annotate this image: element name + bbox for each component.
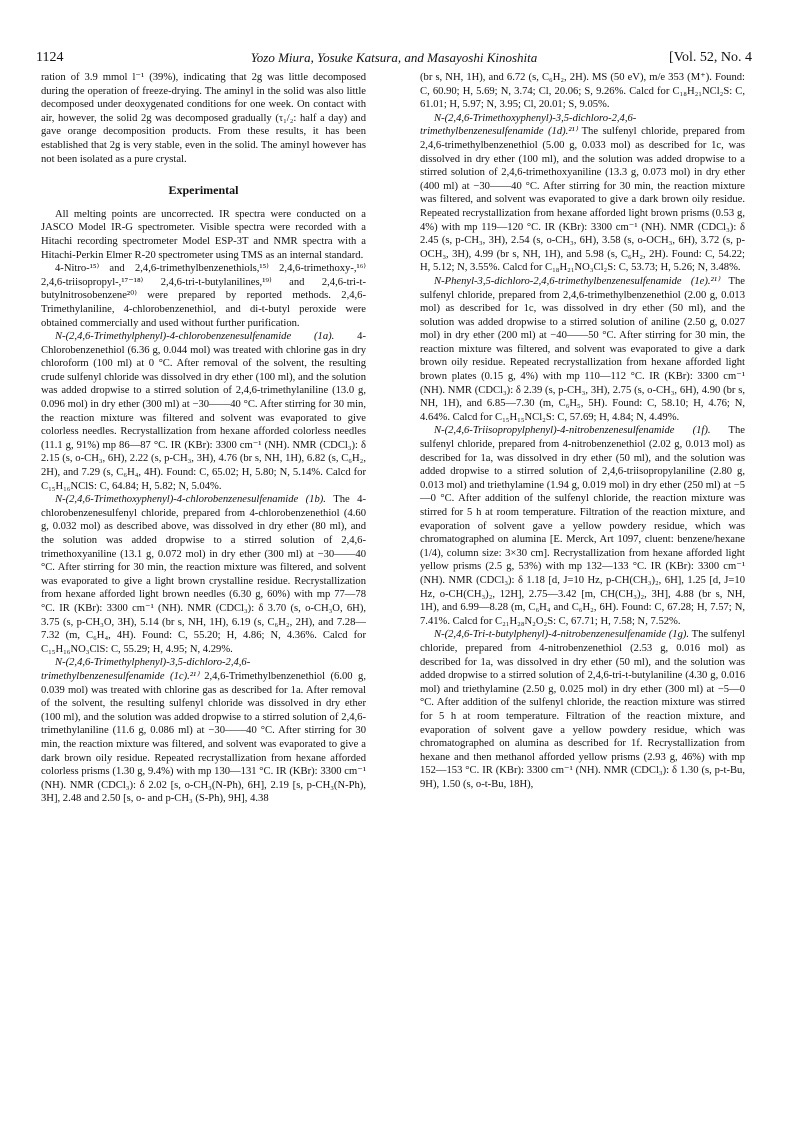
- paragraph-text: 4-Chlorobenzenethiol (6.36 g, 0.044 mol) was treated with chlorine gas in dry chloroform (100 ml) at 0 °C. After removal of the solvent, the resulting crude sulfenyl chloride was dissolved in dry ether (100 ml), and the solution was added dropwise to a stirred solution of 2,4,6-trimethylaniline (13.0 g, 0.096 mol) in dry ether (300 ml) at −30——40 °C. After stirring for 30 min, the reaction mixture was filtered and solvent was evaporated to give colorless needles. Recrystallization from hexane afforded colorless needles (11.1 g, 91%) mp 86—87 °C. IR (KBr): 3300 cm⁻¹ (NH). NMR (CDCl₃): δ 2.15 (s, o-CH₃, 6H), 2.22 (s, p-CH₃, 3H), 4.76 (br s, NH, 1H), 6.82 (s, C₆H₂, 2H), and 7.29 (s, C₆H₄, 4H). Found: C, 65.02; H, 5.80; N, 5.14%. Calcd for C₁₅H₁₆NClS: C, 64.84; H, 5.82; N, 5.04%.: [41, 331, 366, 492]
- paragraph-text: The sulfenyl chloride, prepared from 4-nitrobenzenethiol (2.02 g, 0.013 mol) as described for 1a, was dissolved in dry ether (50 ml), and the solution was added dropwise to a stirred solution of 2,4,6-triisopropylaniline (2.80 g, 0.013 mol) and triethylamine (1.94 g, 0.019 mol) in dry ether (250 ml) at −5—0 °C. After addition of the sulfenyl chloride, the reaction mixture was stirred for 5 h at room temperature. Filtration of the reaction mixture, and evaporation of solvent gave a yellow powdery residue, which was chromatographed on alumina [E. Merck, Art 1097, cluent: benzene/hexane (1/4), column size: 3×30 cm]. Recrystallization from hexane afforded light yellow prisms (2.5 g, 53%) with mp 132—133 °C. IR (KBr): 3300 cm⁻¹ (NH). NMR (CDCl₃): δ 1.18 [d, J=10 Hz, p-CH(CH₃)₂, 6H], 1.25 [d, J=10 Hz, o-CH(CH₃)₂, 12H], 2.75—3.42 [m, CH(CH₃)₂, 3H], 4.88 (br s, NH, 1H), and 6.99—8.28 (m, C₆H₄ and C₆H₂, 6H). Found: C, 67.28; H, 7.57; N, 7.41%. Calcd for C₂₁H₂₈N₂O₂S: C, 67.71; H, 7.58; N, 7.52%.: [420, 425, 745, 627]
- compound-paragraph: [420, 628, 745, 791]
- compound-title: N-(2,4,6-Trimethylphenyl)-4-chlorobenzenesulfenamide (1a).: [55, 331, 335, 343]
- paragraph: [41, 262, 366, 330]
- left-column: [41, 71, 366, 806]
- paragraph-text: The sulfenyl chloride, prepared from 4-nitrobenzenethiol (2.53 g, 0.016 mol) as described for 1a, was dissolved in dry ether (50 ml), and the solution was added dropwise to a stirred solution of 2,4,6-tri-t-butylaniline (4.30 g, 0.016 mol) and triethylamine (2.50 g, 0.025 mol) in dry ether (300 ml) at −5—0 °C. After addition of the sulfenyl chloride, the reaction mixture was stirred for 5 h at room temperature. Filtration of the reaction mixture, and evaporation of solvent gave a yellow powdery residue, which was chromatographed on alumina as described for 1f. Recrystallization from hexane and then methanol afforded yellow prisms (2.93 g, 46%) with mp 152—153 °C. IR (KBr): 3300 cm⁻¹ (NH). NMR (CDCl₃): δ 1.30 (s, p-t-Bu, 9H), 1.50 (s, o-t-Bu, 18H),: [420, 629, 745, 790]
- paragraph-text: The 4-chlorobenzenesulfenyl chloride, prepared from 4-chlorobenzenethiol (4.60 g, 0.032 mol) as described above, was dissolved in dry ether (80 ml), and the solution was added dropwise to a stirred solution of 2,4,6-trimethoxyaniline (13.1 g, 0.072 mol) in dry ether (300 ml) at −30——40 °C. After stirring for 30 min, the reaction mixture was filtered, and solvent was evaporated to give a light brown crystalline residue. Recrystallization from hexane afforded light brown needles (6.30 g, 60%) with mp 77—78 °C. IR (KBr): 3300 cm⁻¹ (NH). NMR (CDCl₃): δ 3.70 (s, o-CH₃O, 6H), 3.75 (s, p-CH₃O, 3H), 5.14 (br s, NH, 1H), 6.19 (s, C₆H₂, 2H), and 7.28—7.32 (m, C₆H₄, 4H). Found: C, 55.20; H, 4.86; N, 4.36%. Calcd for C₁₅H₁₆NO₃ClS: C, 55.29; H, 4.95; N, 4.29%.: [41, 494, 366, 655]
- journal-volume: [Vol. 52, No. 4: [669, 50, 752, 65]
- paragraph: [420, 71, 745, 112]
- running-authors: Yozo Miura, Yosuke Katsura, and Masayoshi Kinoshita: [250, 50, 538, 65]
- page-header: [36, 50, 752, 72]
- paragraph-text: (br s, NH, 1H), and 6.72 (s, C₆H₂, 2H). MS (50 eV), m/e 353 (M⁺). Found: C, 60.90; H, 5.69; N, 3.74; Cl, 20.06; S, 9.26%. Calcd for C₁₈H₂₁NCl₂S: C, 61.01; H, 5.97; N, 3.95; Cl, 20.01; S, 9.05%.: [420, 72, 745, 111]
- compound-paragraph: [420, 275, 745, 425]
- compound-title: N-(2,4,6-Trimethoxyphenyl)-4-chlorobenzenesulfenamide (1b).: [55, 494, 326, 506]
- compound-title: N-(2,4,6-Trimethoxyphenyl)-3,5-dichloro-2,4,6-trimethylbenzenesulfenamide (1d).²¹⁾: [420, 112, 637, 138]
- compound-title: N-(2,4,6-Trimethylphenyl)-3,5-dichloro-2,4,6-trimethylbenzenesulfenamide (1c).²¹⁾: [41, 657, 251, 682]
- compound-paragraph: [41, 330, 366, 493]
- compound-title: N-(2,4,6-Triisopropylphenyl)-4-nitrobenzenesulfenamide (1f).: [434, 425, 711, 437]
- compound-paragraph: [420, 112, 745, 275]
- right-column: [420, 71, 745, 791]
- paragraph: [41, 71, 366, 166]
- paragraph-text: 4-Nitro-¹⁵⁾ and 2,4,6-trimethylbenzenethiols,¹⁵⁾ 2,4,6-trimethoxy-,¹⁶⁾ 2,4,6-triisopropyl-,¹⁷⁻¹⁸⁾ 2,4,6-tri-t-butylanilines,¹⁹⁾ and 2,4,6-tri-t-butylnitrosobenzene²⁰⁾ were prepared by reported methods. 2,4,6-Trimethylaniline, 4-chlorobenzenethiol, and di-t-butyl peroxide were obtained commercially and used without further purification.: [41, 263, 366, 329]
- compound-paragraph: [420, 424, 745, 628]
- section-heading: Experimental: [168, 183, 239, 198]
- compound-title: N-Phenyl-3,5-dichloro-2,4,6-trimethylbenzenesulfenamide (1e).²¹⁾: [434, 275, 720, 287]
- compound-paragraph: [41, 656, 366, 806]
- paragraph: [41, 208, 366, 262]
- paragraph-text: 2,4,6-Trimethylbenzenethiol (6.00 g, 0.039 mol) was treated with chlorine gas as described for 1a. After removal of the solvent, the resulting sulfenyl chloride was dissolved in dry ether (100 ml), and the solution was added dropwise to a stirred solution of 2,4,6-trimethylaniline (11.6 g, 0.086 ml) at −30——40 °C. After stirring for 30 min, the reaction mixture was filtered, and solvent was evaporated to give a dark brown oily residue. Repeated recrystallization from hexane afforded colorless prisms (1.30 g, 9.4%) with mp 130—131 °C. IR (KBr): 3300 cm⁻¹ (NH). NMR (CDCl₃): δ 2.02 [s, o-CH₃(N-Ph), 6H], 2.19 [s, p-CH₃(N-Ph), 3H], 2.48 and 2.50 [s, o- and p-CH₃ (S-Ph), 9H], 4.38: [41, 670, 366, 805]
- paragraph-text: All melting points are uncorrected. IR spectra were conducted on a JASCO Model IR-G spectrometer. Visible spectra were recorded with a Hitachi recording spectrometer Model ESP-3T and NMR spectra with a Hitachi-Perkin Elmer R-20 spectrometer using TMS as an internal standard.: [41, 208, 366, 261]
- paragraph-text: The sulfenyl chloride, prepared from 2,4,6-trimethylbenzenethiol (2.00 g, 0.013 mol) as described for 1c, was dissolved in dry ether (50 ml), and the solution was added dropwise to a stirred solution of aniline (2.50 g, 0.027 mol) in dry ether (200 ml) at −40——50 °C. After stirring for 30 min, the reaction mixture was filtered, and solvent was evaporated to give a dark brown oily residue. Repeated recrystallization from hexane afforded light brown plates (0.15 g, 4%) with mp 110—112 °C. IR (KBr): 3300 cm⁻¹ (NH). NMR (CDCl₃): δ 2.39 (s, p-CH₃, 3H), 2.75 (s, o-CH₃, 6H), 4.90 (br s, NH, 1H), and 6.85—7.30 (m, C₆H₅, 5H). Found: C, 58.10; H, 4.76; N, 4.64%. Calcd for C₁₅H₁₅NCl₂S: C, 57.69; H, 4.84; N, 4.49%.: [420, 275, 745, 423]
- compound-paragraph: [41, 493, 366, 656]
- compound-title: N-(2,4,6-Tri-t-butylphenyl)-4-nitrobenzenesulfenamide (1g).: [434, 629, 690, 641]
- page-number: 1124: [36, 50, 64, 65]
- paragraph-text: ration of 3.9 mmol l⁻¹ (39%), indicating that 2g was little decomposed during the operation of freeze-drying. The aminyl in the solid was also little decomposed under deoxygenated conditions for one week. On contact with air, however, the solid 2g was decomposed gradually (τ₁/₂: half a day) and gave orange decomposition products. From these results, it has been established that 2g is very stable, even in the solid. The aminyl however has not been isolated as a pure crystal.: [41, 72, 366, 165]
- paragraph-text: The sulfenyl chloride, prepared from 2,4,6-trimethylbenzenethiol (5.00 g, 0.033 mol) as described for 1c, was dissolved in dry ether (100 ml), and the solution was added dropwise to a stirred solution of 2,4,6-trimethoxyaniline (13.3 g, 0.073 mol) in dry ether (400 ml) at −30——40 °C. After stirring for 30 min, the reaction mixture was filtered, and solvent was evaporated to give a dark brown oily residue. Repeated recrystallization from hexane afforded light brown prisms (0.53 g, 4%) with mp 119—120 °C. IR (KBr): 3300 cm⁻¹ (NH). NMR (CDCl₃): δ 2.45 (s, p-CH₃, 3H), 2.54 (s, o-CH₃, 6H), 3.58 (s, o-OCH₃, 6H), 3.72 (s, p-OCH₃, 3H), 4.99 (br s, NH, 1H), and 5.98 (s, C₆H₂, 2H). Found: C, 54.22; H, 5.12; N, 3.55%. Calcd for C₁₈H₂₁NO₃Cl₂S: C, 53.73; H, 5.26; N, 3.48%.: [420, 126, 745, 274]
